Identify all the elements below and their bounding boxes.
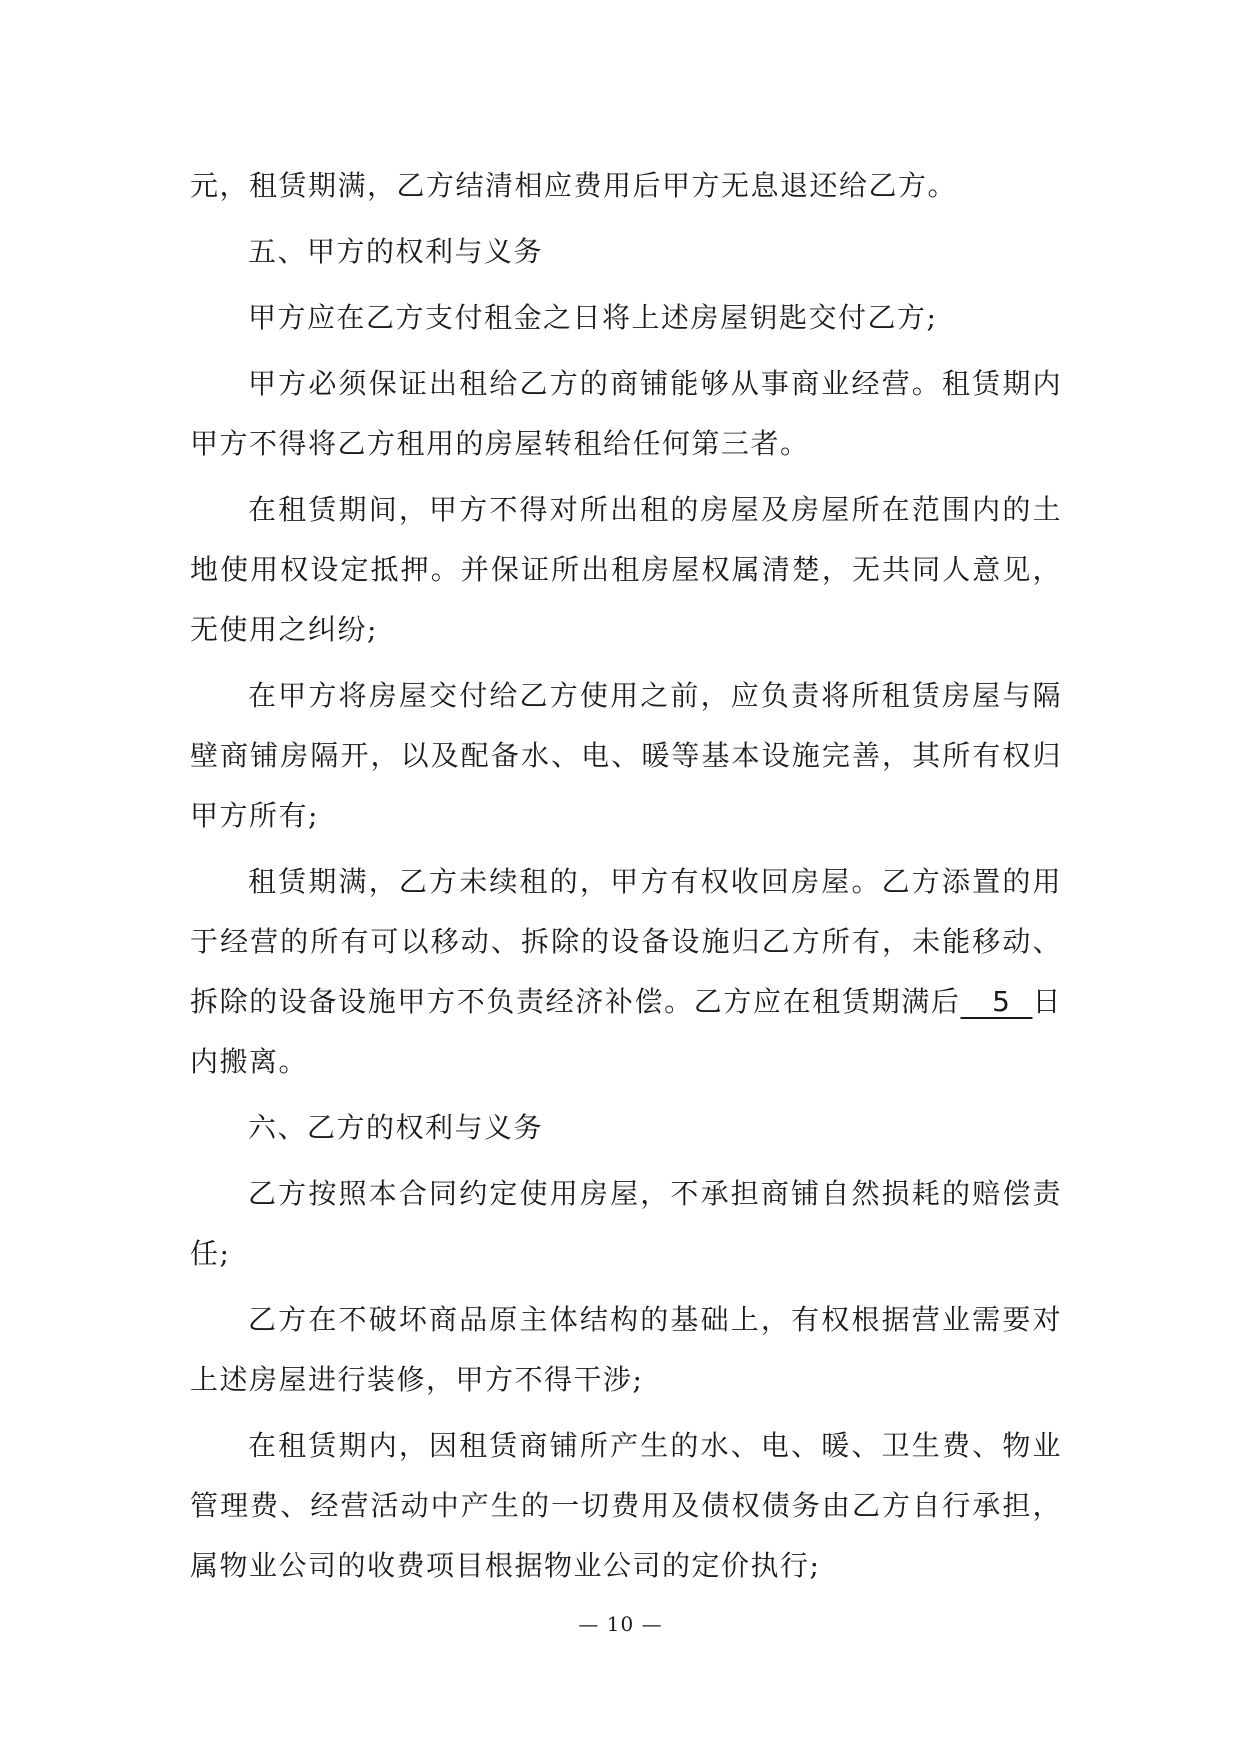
section-heading-party-b: 六、乙方的权利与义务 [248, 1111, 544, 1144]
paragraph-lease-expiry [190, 852, 1062, 1092]
paragraph-facilities: 在甲方将房屋交付给乙方使用之前，应负责将所租赁房屋与隔壁商铺房隔开，以及配备水、电、暖等基本设施完善，其所有权归甲方所有; [190, 679, 1062, 832]
paragraph-no-mortgage: 在租赁期间，甲方不得对所出租的房屋及房屋所在范围内的土地使用权设定抵押。并保证所出租房屋权属清楚，无共同人意见，无使用之纠纷; [190, 493, 1062, 646]
days-blank-field: 5 [960, 985, 1033, 1018]
paragraph-usage: 乙方按照本合同约定使用房屋，不承担商铺自然损耗的赔偿责任; [190, 1177, 1062, 1270]
paragraph-renovation: 乙方在不破坏商品原主体结构的基础上，有权根据营业需要对上述房屋进行装修，甲方不得干涉; [190, 1303, 1062, 1396]
paragraph-key-delivery: 甲方应在乙方支付租金之日将上述房屋钥匙交付乙方; [248, 301, 938, 334]
page-number: — 10 — [578, 1612, 663, 1636]
paragraph-business-guarantee: 甲方必须保证出租给乙方的商铺能够从事商业经营。租赁期内甲方不得将乙方租用的房屋转租给任何第三者。 [190, 367, 1062, 460]
document-body [190, 156, 1062, 1602]
paragraph-expenses: 在租赁期内，因租赁商铺所产生的水、电、暖、卫生费、物业管理费、经营活动中产生的一切费用及债权债务由乙方自行承担，属物业公司的收费项目根据物业公司的定价执行; [190, 1429, 1062, 1582]
section-heading-party-a: 五、甲方的权利与义务 [248, 235, 544, 268]
lease-expiry-text-before: 租赁期满，乙方未续租的，甲方有权收回房屋。乙方添置的用于经营的所有可以移动、拆除的设备设施归乙方所有，未能移动、拆除的设备设施甲方不负责经济补偿。乙方应在租赁期满后 [190, 865, 1062, 1018]
lease-expiry-text-after: 日内搬离。 [190, 985, 1062, 1078]
paragraph-deposit-return: 元，租赁期满，乙方结清相应费用后甲方无息退还给乙方。 [190, 169, 958, 202]
